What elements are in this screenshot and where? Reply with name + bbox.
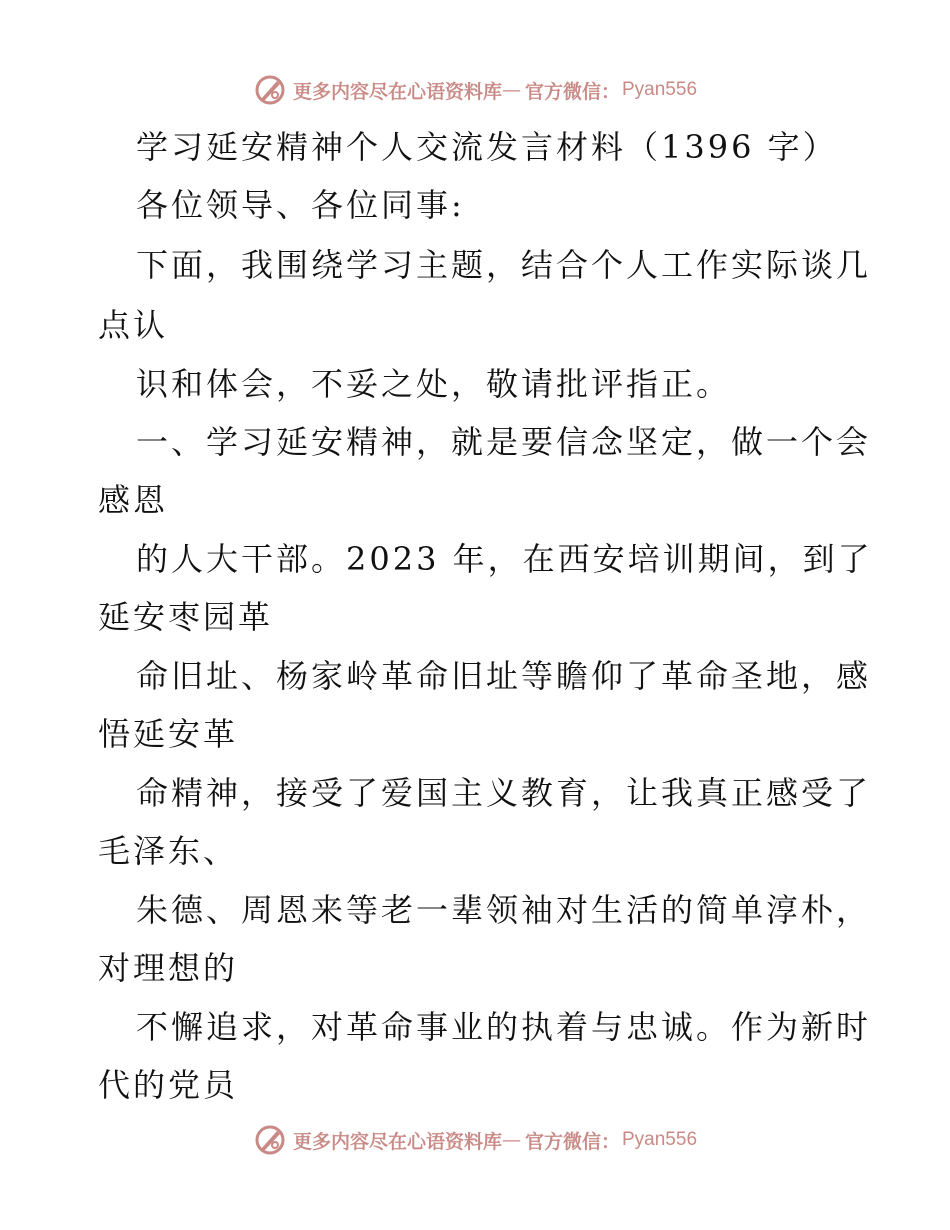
paragraph-line: 不懈追求，对革命事业的执着与忠诚。作为新时 [136, 1008, 872, 1046]
paragraph-line: 感恩 [98, 481, 169, 519]
paragraph-line: 的人大干部。2023 年，在西安培训期间，到了 [136, 540, 873, 578]
watermark-label: 官方微信： [524, 1130, 620, 1153]
watermark-id: Pyan556 [622, 1129, 698, 1150]
paragraph-line: 对理想的 [98, 949, 239, 987]
document-title: 学习延安精神个人交流发言材料（1396 字） [136, 128, 838, 166]
paragraph-line: 命旧址、杨家岭革命旧址等瞻仰了革命圣地，感 [136, 657, 872, 695]
section-heading: 一、学习延安精神，就是要信念坚定，做一个会 [136, 423, 872, 461]
watermark-separator: — [501, 79, 521, 101]
footer-watermark [0, 1120, 950, 1160]
paragraph-line: 代的党员 [98, 1066, 239, 1104]
salutation: 各位领导、各位同事: [136, 186, 465, 224]
paragraph-line: 延安枣园革 [98, 598, 274, 636]
watermark-separator: — [501, 1129, 521, 1151]
paragraph-line: 毛泽东、 [98, 832, 239, 870]
watermark-text: 更多内容尽在心语资料库 [292, 1130, 502, 1153]
header-watermark [0, 70, 950, 110]
paragraph-line: 识和体会，不妥之处，敬请批评指正。 [136, 365, 732, 403]
watermark-label: 官方微信： [524, 80, 620, 103]
paragraph-line: 悟延安革 [98, 715, 239, 753]
paragraph-line: 命精神，接受了爱国主义教育，让我真正感受了 [136, 774, 872, 812]
paragraph-line: 下面，我围绕学习主题，结合个人工作实际谈几 [136, 246, 872, 284]
paragraph-line: 朱德、周恩来等老一辈领袖对生活的简单淳朴， [136, 891, 872, 929]
watermark-id: Pyan556 [622, 79, 698, 100]
quill-logo-icon [253, 1123, 287, 1157]
paragraph-line: 点认 [98, 306, 169, 344]
watermark-text: 更多内容尽在心语资料库 [292, 80, 502, 103]
quill-logo-icon [253, 73, 287, 107]
